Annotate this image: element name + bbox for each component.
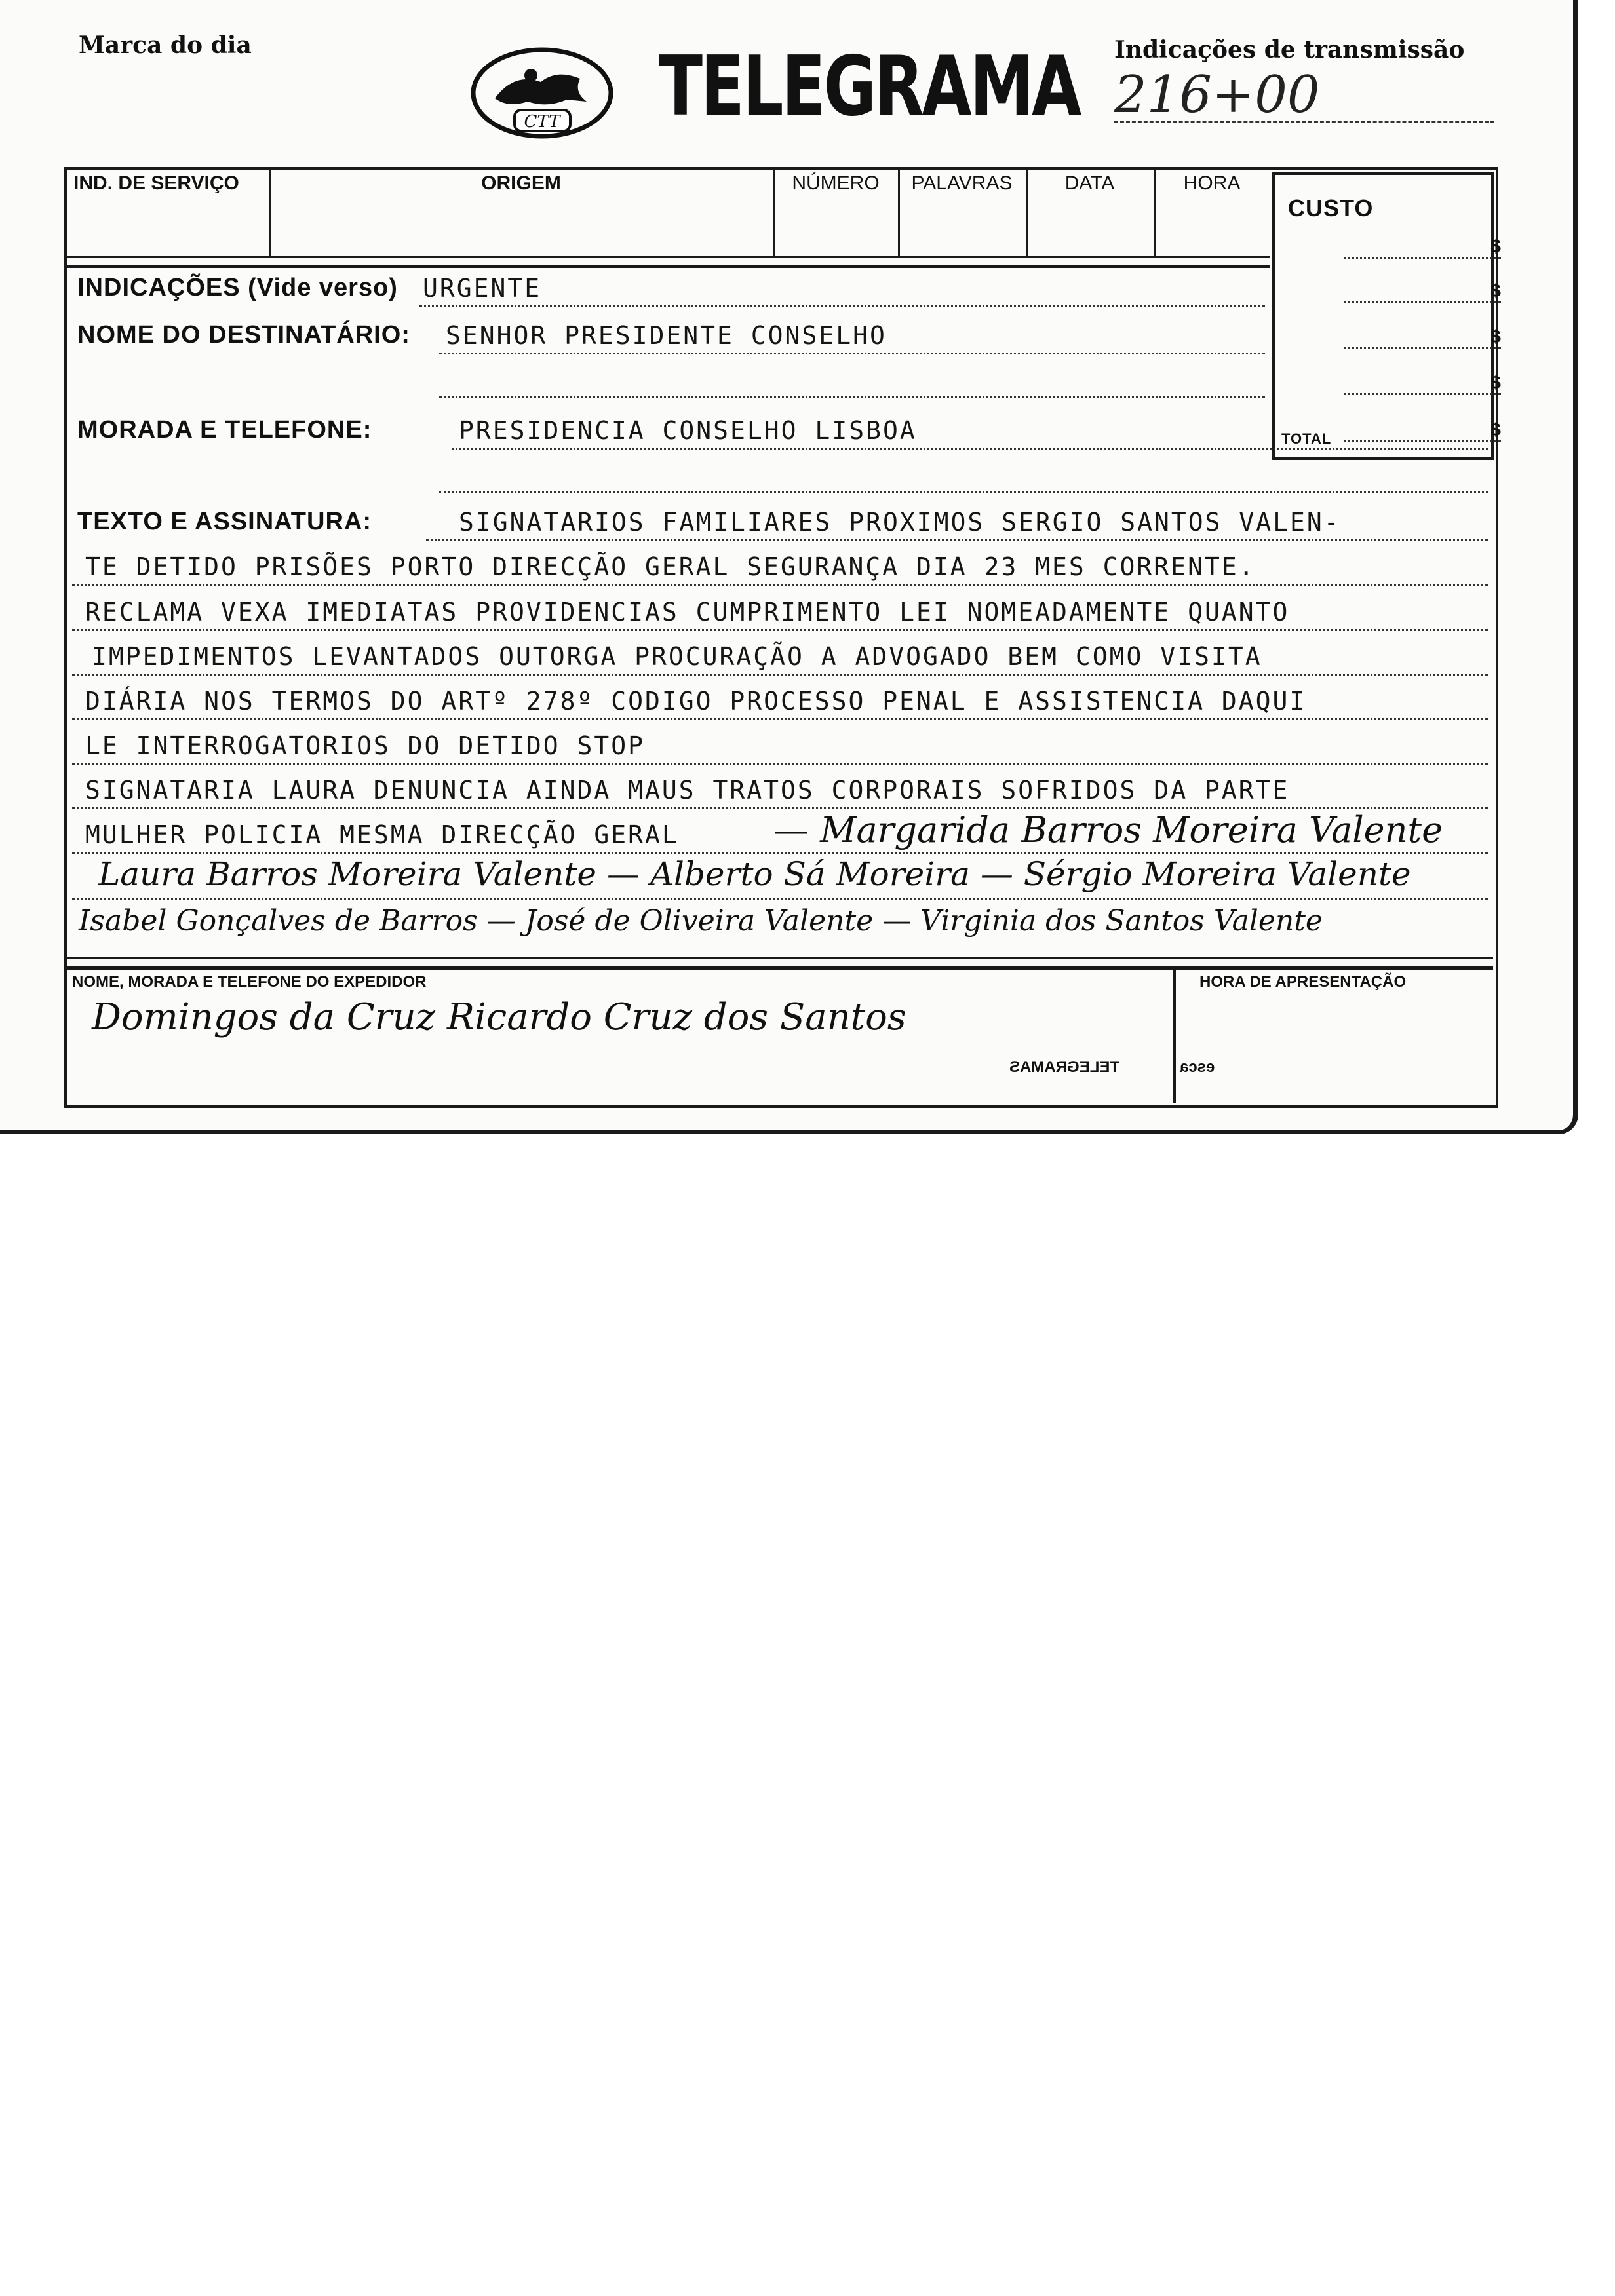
text-rule [72, 898, 1488, 900]
transmission-label: Indicações de transmissão [1114, 36, 1465, 64]
cost-total-line: $ [1344, 419, 1501, 442]
cost-label: CUSTO [1288, 195, 1374, 221]
sender-value: Domingos da Cruz Ricardo Cruz dos Santos [92, 996, 906, 1039]
text-label: TEXTO E ASSINATURA: [77, 508, 372, 535]
address-value: PRESIDENCIA CONSELHO LISBOA [459, 416, 917, 445]
day-mark-label: Marca do dia [79, 31, 252, 59]
text-line: TE DETIDO PRISÕES PORTO DIRECÇÃO GERAL SEGURANÇA DIA 23 MES CORRENTE. [85, 552, 1256, 581]
cost-line: $ [1344, 372, 1501, 395]
signature-line: Isabel Gonçalves de Barros — José de Oliveira Valente — Virginia dos Santos Valente [79, 904, 1323, 938]
text-rule [72, 718, 1488, 720]
text-line: DIÁRIA NOS TERMOS DO ARTº 278º CODIGO PROCESSO PENAL E ASSISTENCIA DAQUI [85, 687, 1307, 716]
indications-rule [419, 305, 1265, 307]
origin-column-label: ORIGEM [481, 172, 561, 194]
cost-line: $ [1344, 236, 1501, 259]
mirrored-stamp-text: TELEGRAMAS [1009, 1058, 1119, 1076]
footer-column-divider [1173, 968, 1176, 1103]
recipient-value: SENHOR PRESIDENTE CONSELHO [446, 321, 887, 350]
ctt-logo-text: CTT [524, 112, 560, 132]
number-column-label: NÚMERO [792, 172, 880, 194]
text-line: SIGNATARIOS FAMILIARES PROXIMOS SERGIO SANTOS VALEN- [459, 508, 1341, 537]
text-rule [72, 763, 1488, 765]
presentation-label: HORA DE APRESENTAÇÃO [1199, 973, 1407, 991]
date-column-label: DATA [1064, 172, 1115, 194]
recipient-label: NOME DO DESTINATÁRIO: [77, 321, 410, 349]
cost-line: $ [1344, 280, 1501, 303]
footer-divider [64, 966, 1493, 970]
telegram-title: TELEGRAMA [659, 38, 1080, 134]
ctt-logo [469, 46, 616, 141]
cost-line: $ [1344, 326, 1501, 349]
signature-line: Laura Barros Moreira Valente — Alberto Sá Moreira — Sérgio Moreira Valente [98, 855, 1411, 893]
text-rule [72, 629, 1488, 631]
service-column-label: IND. DE SERVIÇO [73, 172, 239, 194]
section-divider [64, 265, 1270, 268]
recipient-rule [439, 353, 1265, 354]
telegram-form [0, 0, 1578, 1134]
text-line: MULHER POLICIA MESMA DIRECÇÃO GERAL [85, 820, 679, 849]
mirrored-stamp-text-2: esca [1180, 1058, 1215, 1076]
words-column-label: PALAVRAS [911, 172, 1013, 194]
text-rule [426, 539, 1488, 541]
address-rule-2 [439, 491, 1488, 493]
recipient-rule-2 [439, 396, 1265, 398]
address-label: MORADA E TELEFONE: [77, 416, 372, 444]
hour-column-label: HORA [1183, 172, 1241, 194]
indications-value: URGENTE [423, 274, 542, 303]
signature-line: — Margarida Barros Moreira Valente [773, 809, 1443, 851]
text-line: RECLAMA VEXA IMEDIATAS PROVIDENCIAS CUMPRIMENTO LEI NOMEADAMENTE QUANTO [85, 598, 1290, 626]
text-line: LE INTERROGATORIOS DO DETIDO STOP [85, 731, 645, 760]
text-rule [72, 674, 1488, 676]
address-rule [452, 448, 1488, 450]
text-line: SIGNATARIA LAURA DENUNCIA AINDA MAUS TRATOS CORPORAIS SOFRIDOS DA PARTE [85, 776, 1290, 805]
sender-label: NOME, MORADA E TELEFONE DO EXPEDIDOR [72, 973, 427, 991]
total-label: TOTAL [1281, 430, 1332, 447]
columns-row [64, 167, 1270, 258]
cost-box [1272, 172, 1494, 460]
text-rule [72, 584, 1488, 586]
text-rule [72, 852, 1488, 854]
text-line: IMPEDIMENTOS LEVANTADOS OUTORGA PROCURAÇÃO A ADVOGADO BEM COMO VISITA [92, 642, 1262, 671]
transmission-rule [1114, 121, 1494, 123]
transmission-value: 216+00 [1114, 66, 1320, 124]
indications-label: INDICAÇÕES (Vide verso) [77, 274, 398, 301]
section-divider [64, 957, 1493, 959]
